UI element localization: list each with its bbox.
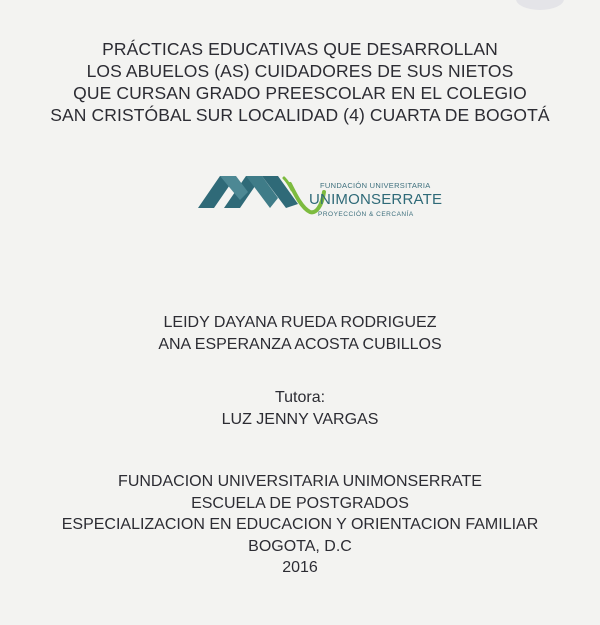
institution-line: FUNDACION UNIVERSITARIA UNIMONSERRATE	[118, 473, 482, 490]
title-line: PRÁCTICAS EDUCATIVAS QUE DESARROLLAN	[102, 39, 498, 59]
tutor-label: Tutora:	[274, 389, 326, 406]
author-name: LEIDY DAYANA RUEDA RODRIGUEZ	[163, 314, 437, 331]
logo-tagline-text: PROYECCIÓN & CERCANÍA	[318, 211, 414, 218]
tutor-name: LUZ JENNY VARGAS	[221, 411, 379, 428]
title-line: LOS ABUELOS (AS) CUIDADORES DE SUS NIETOS	[86, 61, 514, 81]
institution-line: ESPECIALIZACION EN EDUCACION Y ORIENTACION FAMILIAR	[61, 516, 539, 533]
institution-line: 2016	[282, 559, 318, 576]
institution-line: ESCUELA DE POSTGRADOS	[191, 494, 409, 512]
logo-foundation-text: FUNDACIÓN UNIVERSITARIA	[320, 181, 431, 190]
title-line: QUE CURSAN GRADO PREESCOLAR EN EL COLEGIO	[73, 83, 527, 103]
scan-mark	[516, 0, 564, 10]
institution-line: BOGOTA, D.C	[248, 537, 352, 555]
title-line: SAN CRISTÓBAL SUR LOCALIDAD (4) CUARTA DE BOGOTÁ	[50, 105, 550, 125]
logo-name-text: UNIMONSERRATE	[309, 191, 443, 208]
authors-block	[0, 312, 600, 356]
document-title	[0, 38, 600, 126]
university-logo	[198, 156, 443, 226]
institution-block	[0, 471, 600, 579]
author-name: ANA ESPERANZA ACOSTA CUBILLOS	[158, 336, 442, 353]
